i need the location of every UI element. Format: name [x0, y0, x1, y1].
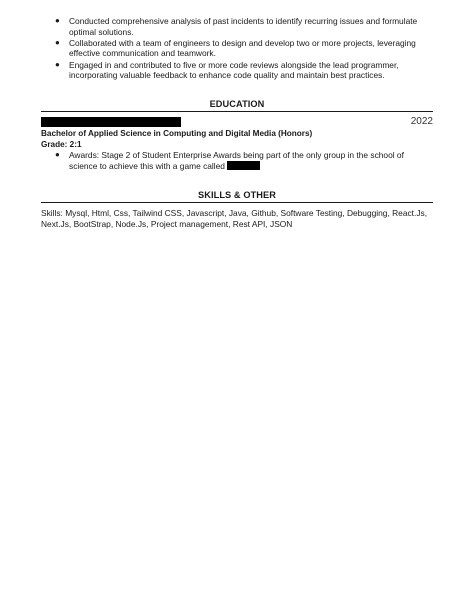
- redacted-game-name-block: [227, 161, 260, 170]
- skills-heading: SKILLS & OTHER: [198, 190, 276, 200]
- list-item: [41, 60, 433, 81]
- list-item: [41, 16, 433, 37]
- education-year: 2022: [410, 116, 433, 127]
- bullet-text: Conducted comprehensive analysis of past incidents to identify recurring issues and formulate optimal solutions.: [69, 16, 418, 37]
- degree-grade: Grade: 2:1: [41, 140, 82, 149]
- experience-bullet-list: [41, 16, 433, 81]
- bullet-icon: ●: [55, 37, 60, 47]
- bullet-icon: ●: [55, 16, 60, 25]
- bullet-text: Awards: Stage 2 of Student Enterprise Awards being part of the only group in the school of science to achieve this with a game called: [69, 150, 404, 171]
- bullet-text: Collaborated with a team of engineers to design and develop two or more projects, leveraging effective communication and teamwork.: [69, 37, 416, 59]
- list-item: [41, 150, 433, 171]
- education-divider: [41, 111, 433, 112]
- skills-text: Skills: Mysql, Html, Css, Tailwind CSS, Javascript, Java, Github, Software Testing, Debugging, React.Js, Next.Js, BootStrap, Node.Js, Project management, Rest API, JSON: [41, 208, 428, 229]
- bullet-icon: ●: [55, 150, 60, 159]
- bullet-icon: ●: [55, 59, 60, 69]
- list-item: [41, 38, 433, 59]
- degree-title: Bachelor of Applied Science in Computing and Digital Media (Honors): [41, 129, 313, 138]
- education-bullet-list: [41, 150, 433, 172]
- skills-divider: [41, 202, 433, 203]
- education-heading: EDUCATION: [209, 99, 265, 109]
- redacted-institution-block: [41, 117, 181, 127]
- bullet-text: Engaged in and contributed to five or more code reviews alongside the lead programmer, incorporating valuable feedback to enhance code quality and maintain best practices.: [69, 59, 399, 81]
